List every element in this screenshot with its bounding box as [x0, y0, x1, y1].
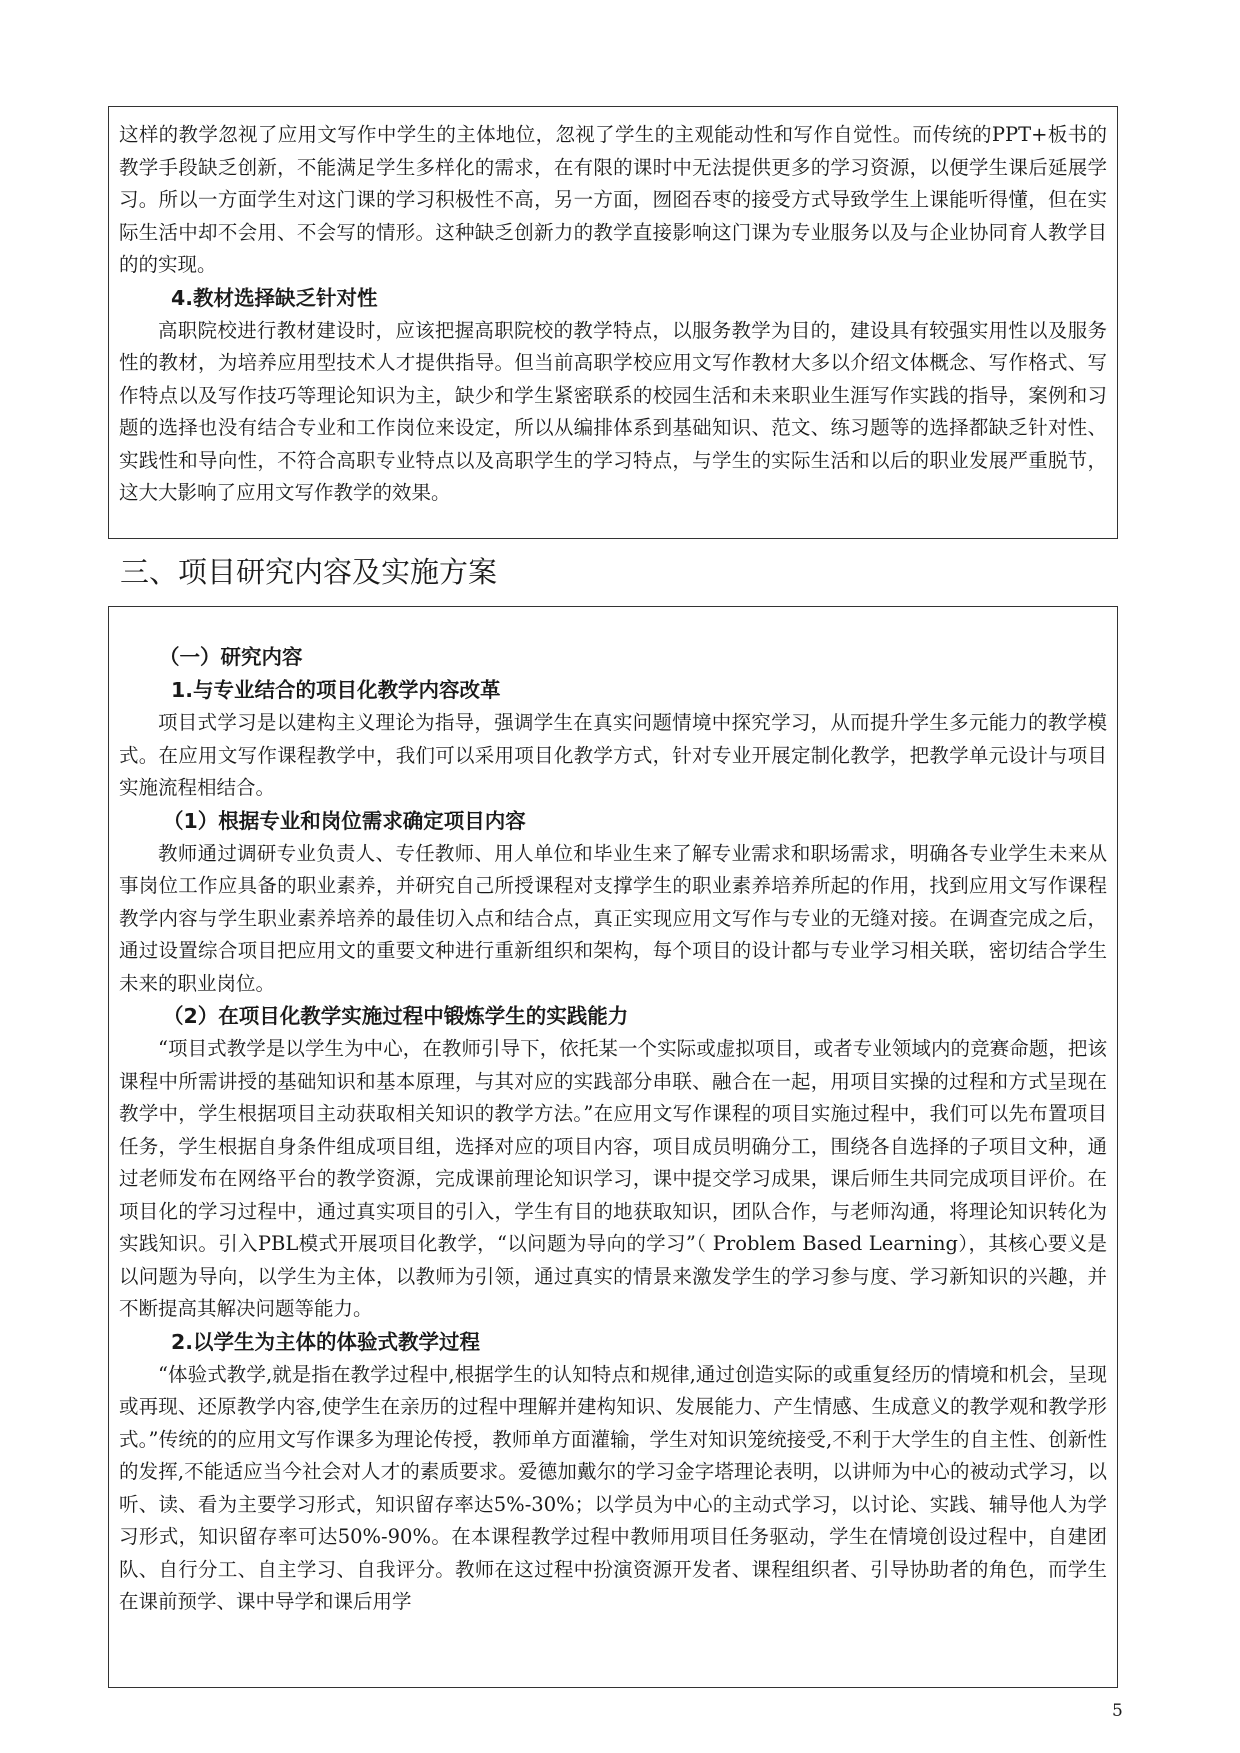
paragraph-teaching-method: 这样的教学忽视了应用文写作中学生的主体地位，忽视了学生的主观能动性和写作自觉性。而传统的PPT+板书的教学手段缺乏创新，不能满足学生多样化的需求，在有限的课时中无法提供更多的学习资源，以便学生课后延展学习。所以一方面学生对这门课的学习积极性不高，另一方面，囫囵吞枣的接受方式导致学生上课能听得懂，但在实际生活中却不会用、不会写的情形。这种缺乏创新力的教学直接影响这门课为专业服务以及与企业协同育人教学目的的实现。: [119, 123, 1107, 276]
paragraph-project-learning: 项目式学习是以建构主义理论为指导，强调学生在真实问题情境中探究学习，从而提升学生多元能力的教学模式。在应用文写作课程教学中，我们可以采用项目化教学方式，针对专业开展定制化教学，把教学单元设计与项目实施流程相结合。: [119, 711, 1107, 799]
heading-research-content: （一）研究内容: [159, 645, 303, 669]
text-box-research-content: [108, 606, 1118, 1688]
paragraph-experiential-teaching: “体验式教学,就是指在教学过程中,根据学生的认知特点和规律,通过创造实际的或重复经历的情境和机会，呈现或再现、还原教学内容,使学生在亲历的过程中理解并建构知识、发展能力、产生情感、生成意义的教学观和教学形式。”传统的的应用文写作课多为理论传授，教师单方面灌输，学生对知识笼统接受,不利于大学生的自主性、创新性的发挥,不能适应当今社会对人才的素质要求。爱德加戴尔的学习金字塔理论表明，以讲师为中心的被动式学习，以听、读、看为主要学习形式，知识留存率达5%-30%；以学员为中心的主动式学习，以讨论、实践、辅导他人为学习形式，知识留存率可达50%-90%。在本课程教学过程中教师用项目任务驱动，学生在情境创设过程中，自建团队、自行分工、自主学习、自我评分。教师在这过程中扮演资源开发者、课程组织者、引导协助者的角色，而学生在课前预学、课中导学和课后用学: [119, 1362, 1107, 1613]
section-title: 三、项目研究内容及实施方案: [120, 555, 498, 589]
heading-project-content: （1）根据专业和岗位需求确定项目内容: [163, 808, 526, 833]
paragraph-textbook: 高职院校进行教材建设时，应该把握高职院校的教学特点，以服务教学为目的，建设具有较强实用性以及服务性的教材，为培养应用型技术人才提供指导。但当前高职学校应用文写作教材大多以介绍文体概念、写作格式、写作特点以及写作技巧等理论知识为主，缺少和学生紧密联系的校园生活和未来职业生涯写作实践的指导，案例和习题的选择也没有结合专业和工作岗位来设定，所以从编排体系到基础知识、范文、练习题等的选择都缺乏针对性、实践性和导向性，不符合高职专业特点以及高职学生的学习特点，与学生的实际生活和以后的职业发展严重脱节，这大大影响了应用文写作教学的效果。: [119, 318, 1107, 504]
heading-project-teaching-reform: 1.与专业结合的项目化教学内容改革: [171, 678, 501, 702]
paragraph-practice-ability: “项目式教学是以学生为中心，在教师引导下，依托某一个实际或虚拟项目，或者专业领域内的竞赛命题，把该课程中所需讲授的基础知识和基本原理，与其对应的实践部分串联、融合在一起，用项目实操的过程和方式呈现在教学中，学生根据项目主动获取相关知识的教学方法。”在应用文写作课程的项目实施过程中，我们可以先布置项目任务，学生根据自身条件组成项目组，选择对应的项目内容，项目成员明确分工，围绕各自选择的子项目文种，通过老师发布在网络平台的教学资源，完成课前理论知识学习，课中提交学习成果，课后师生共同完成项目评价。在项目化的学习过程中，通过真实项目的引入，学生有目的地获取知识，团队合作，与老师沟通，将理论知识转化为实践知识。引入PBL模式开展项目化教学，“以问题为导向的学习”（ Problem Based Learning），其核心要义是以问题为导向，以学生为主体，以教师为引领，通过真实的情景来激发学生的学习参与度、学习新知识的兴趣，并不断提高其解决问题等能力。: [119, 1037, 1107, 1320]
text-box-continued: [108, 106, 1118, 539]
heading-practice-ability: （2）在项目化教学实施过程中锻炼学生的实践能力: [163, 1004, 629, 1028]
heading-experiential-teaching: 2.以学生为主体的体验式教学过程: [171, 1329, 481, 1354]
heading-textbook-selection: 4.教材选择缺乏针对性: [171, 285, 378, 310]
paragraph-project-content: 教师通过调研专业负责人、专任教师、用人单位和毕业生来了解专业需求和职场需求，明确各专业学生未来从事岗位工作应具备的职业素养，并研究自己所授课程对支撑学生的职业素养培养所起的作用，找到应用文写作课程教学内容与学生职业素养培养的最佳切入点和结合点，真正实现应用文写作与专业的无缝对接。在调查完成之后，通过设置综合项目把应用文的重要文种进行重新组织和架构，每个项目的设计都与专业学习相关联，密切结合学生未来的职业岗位。: [119, 841, 1107, 995]
page-number: 5: [1112, 1701, 1123, 1721]
